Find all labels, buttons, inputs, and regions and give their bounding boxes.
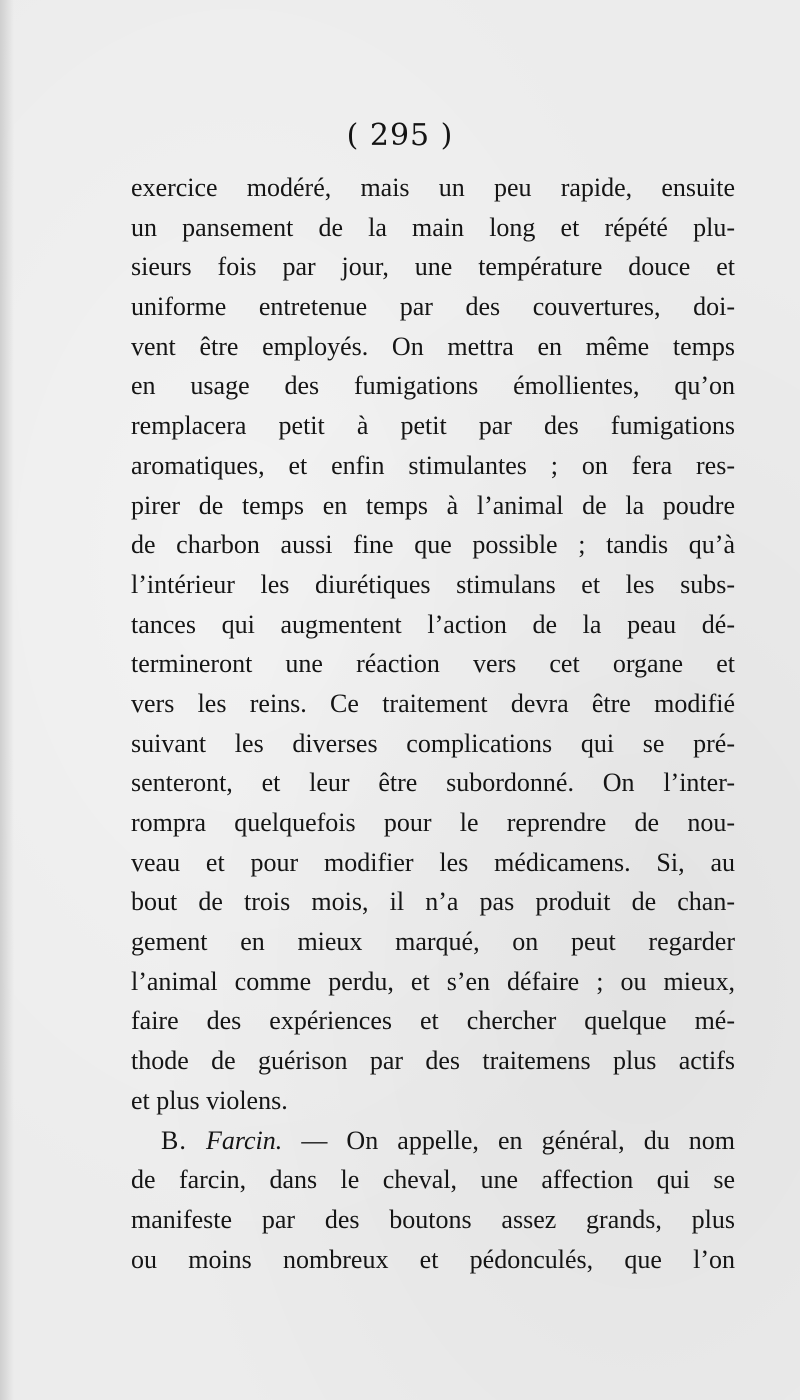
section-heading-line xyxy=(131,1121,735,1161)
page-number: ( 295 ) xyxy=(346,118,454,153)
text-line: vent être employés. On mettra en même temps xyxy=(131,331,735,361)
text-line: de charbon aussi fine que possible ; tandis qu’à xyxy=(131,530,735,560)
text-line: aromatiques, et enfin stimulantes ; on fera res- xyxy=(131,450,735,480)
text-line: de farcin, dans le cheval, une affection qui se xyxy=(131,1165,735,1195)
text-line: rompra quelquefois pour le reprendre de nou- xyxy=(131,808,735,837)
body-text xyxy=(131,168,735,1279)
text-line: ou moins nombreux et pédonculés, que l’on xyxy=(131,1244,735,1274)
text-line: tances qui augmentent l’action de la peau dé- xyxy=(131,609,735,639)
page-gutter-shadow xyxy=(0,0,14,1400)
text-line: pirer de temps en temps à l’animal de la poudre xyxy=(131,490,735,520)
text-line: l’animal comme perdu, et s’en défaire ; ou mieux, xyxy=(131,966,735,996)
text-line: et plus violens. xyxy=(131,1085,288,1115)
text-line: un pansement de la main long et répété plu- xyxy=(131,212,735,242)
text-line: bout de trois mois, il n’a pas produit de chan- xyxy=(131,887,735,917)
section-title: Farcin. xyxy=(205,1125,283,1155)
text-line: senteront, et leur être subordonné. On l’inter- xyxy=(131,768,735,798)
text-line: remplacera petit à petit par des fumigations xyxy=(131,411,735,441)
text-line: thode de guérison par des traitemens plus actifs xyxy=(131,1046,735,1076)
text-line: en usage des fumigations émollientes, qu’on xyxy=(131,371,735,401)
text-line: termineront une réaction vers cet organe et xyxy=(131,649,735,679)
section-first-line-text: — On appelle, en général, du nom xyxy=(301,1125,736,1155)
text-line: faire des expériences et chercher quelque mé- xyxy=(131,1006,735,1036)
text-line: exercice modéré, mais un peu rapide, ensuite xyxy=(131,173,735,202)
text-line: l’intérieur les diurétiques stimulans et les subs- xyxy=(131,569,735,599)
section-label: B. xyxy=(161,1125,187,1155)
text-line: gement en mieux marqué, on peut regarder xyxy=(131,927,735,957)
text-line: veau et pour modifier les médicamens. Si, au xyxy=(131,847,735,877)
text-line: vers les reins. Ce traitement devra être modifié xyxy=(131,688,735,718)
text-line: manifeste par des boutons assez grands, plus xyxy=(131,1204,735,1234)
text-line: uniforme entretenue par des couvertures, doi- xyxy=(131,292,735,322)
text-line: sieurs fois par jour, une température douce et xyxy=(131,252,735,282)
text-line: suivant les diverses complications qui se pré- xyxy=(131,728,735,758)
